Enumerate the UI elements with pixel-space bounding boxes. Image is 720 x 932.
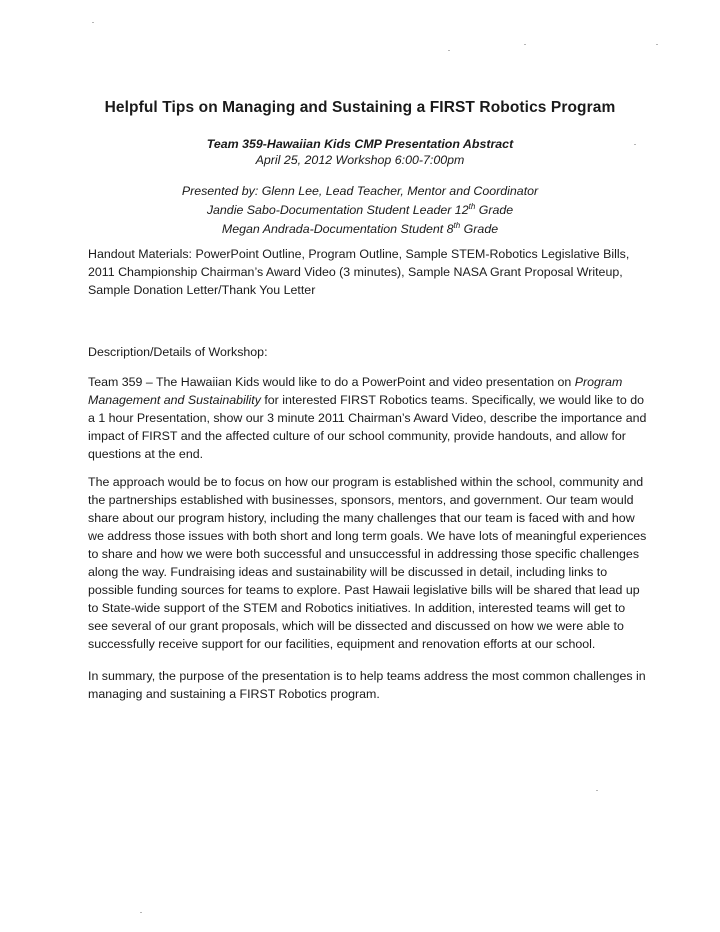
handout-materials: Handout Materials: PowerPoint Outline, Program Outline, Sample STEM-Robotics Legislative Bills, 2011 Championship Chairman’s Award Video (3 minutes), Sample NASA Grant Proposal Writeup, Sample Donation Letter/Thank You Letter <box>88 247 630 297</box>
scan-speck <box>524 44 526 45</box>
document-title: Helpful Tips on Managing and Sustaining a FIRST Robotics Program <box>104 99 616 116</box>
presenter-line: Jandie Sabo-Documentation Student Leader 12th Grade <box>206 202 514 218</box>
paragraph-intro <box>88 373 648 463</box>
paragraph-intro-italic: Program Management and Sustainability <box>88 375 623 407</box>
scan-speck <box>596 790 598 791</box>
presenters-block <box>0 183 720 237</box>
paragraph-summary: In summary, the purpose of the presentation is to help teams address the most common challenges in managing and sustaining a FIRST Robotics program. <box>88 669 646 701</box>
abstract-header <box>0 136 720 168</box>
presenter-line: Megan Andrada-Documentation Student 8th Grade <box>221 221 499 237</box>
scan-speck <box>656 44 658 45</box>
paragraph-approach: The approach would be to focus on how our program is established within the school, community and the partnerships established with businesses, sponsors, mentors, and government. Our team would share about our program history, including the many challenges that our team is faced with and how we address those issues with both short and long term goals. We have lots of meaningful experiences to share and how we were both successful and unsuccessful in addressing those specific challenges along the way. Fundraising ideas and sustainability will be discussed in detail, including links to possible funding sources for teams to explore. Past Hawaii legislative bills will be shared that lead up to State-wide support of the STEM and Robotics initiatives. In addition, interested teams will get to see several of our grant proposals, which will be dissected and discussed on how we were able to successfully receive support for our facilities, equipment and renovation efforts at our school. <box>88 475 647 651</box>
scan-speck <box>448 50 450 51</box>
scan-speck <box>140 912 142 913</box>
workshop-date: April 25, 2012 Workshop 6:00-7:00pm <box>255 153 465 167</box>
scan-speck <box>92 22 94 23</box>
paragraph-intro-text-cont: for interested FIRST Robotics teams. Specifically, we would like to do a 1 hour Presentation, show our 3 minute 2011 Chairman’s Award Video, describe the importance and impact of FIRST and the affected culture of our school community, provide handouts, and allow for questions at the end. <box>88 393 647 461</box>
presenter-line: Presented by: Glenn Lee, Lead Teacher, Mentor and Coordinator <box>181 184 539 198</box>
description-heading: Description/Details of Workshop: <box>88 345 268 359</box>
paragraph-intro-text: Team 359 – The Hawaiian Kids would like to do a PowerPoint and video presentation on <box>88 375 575 389</box>
abstract-title: Team 359-Hawaiian Kids CMP Presentation Abstract <box>206 137 514 151</box>
